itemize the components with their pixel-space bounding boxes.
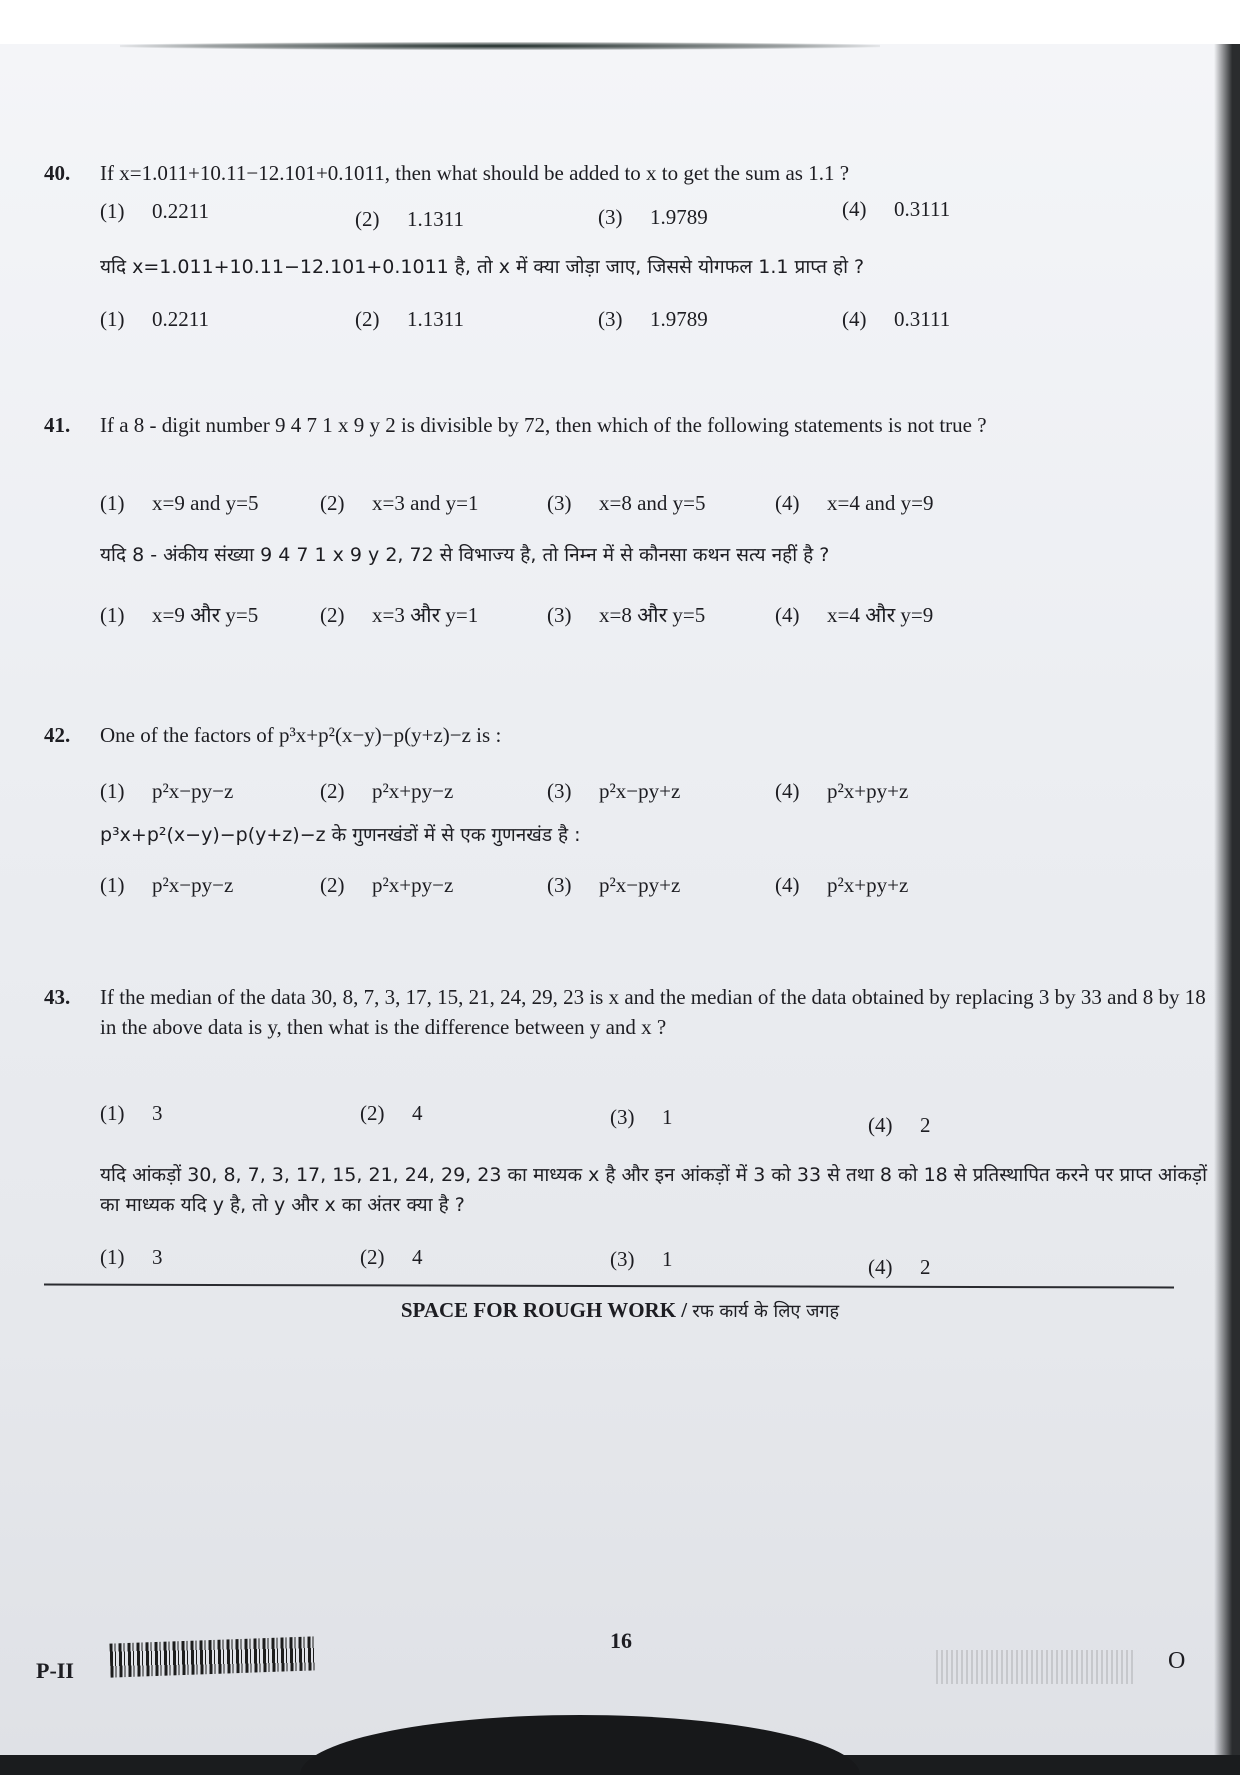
option[interactable]: (2) x=3 and y=1 xyxy=(320,491,479,515)
option[interactable]: (4) 0.3111 xyxy=(842,197,951,221)
option[interactable]: (1) x=9 और y=5 xyxy=(100,603,259,627)
option[interactable]: (1) 3 xyxy=(100,1101,163,1125)
question-text-en: If a 8 - digit number 9 4 7 1 x 9 y 2 is divisible by 72, then which of the following statements is not true ? xyxy=(100,413,987,437)
background-top xyxy=(0,0,1240,46)
option[interactable]: (2) 1.1311 xyxy=(355,307,464,331)
option[interactable]: (4) p²x+py+z xyxy=(775,779,909,803)
question-number: 42. xyxy=(44,723,71,747)
question-number: 40. xyxy=(44,161,71,185)
rough-work-label: SPACE FOR ROUGH WORK / रफ कार्य के लिए जगह xyxy=(400,1298,840,1322)
option[interactable]: (2) x=3 और y=1 xyxy=(320,603,479,627)
option[interactable]: (2) p²x+py−z xyxy=(320,779,454,803)
bleed-through-barcode xyxy=(936,1650,1136,1684)
page-number: 16 xyxy=(610,1628,632,1653)
option[interactable]: (4) 2 xyxy=(868,1113,931,1137)
question-text-hi: यदि 8 - अंकीय संख्या 9 4 7 1 x 9 y 2, 72 से विभाज्य है, तो निम्न में से कौनसा कथन सत्य नहीं है ? xyxy=(100,544,830,566)
barcode-icon xyxy=(109,1636,315,1677)
option[interactable]: (2) 1.1311 xyxy=(355,207,464,231)
option[interactable]: (1) p²x−py−z xyxy=(100,779,234,803)
option[interactable]: (1) 0.2211 xyxy=(100,307,209,331)
option[interactable]: (3) 1 xyxy=(610,1105,673,1129)
paper-code: P-II xyxy=(36,1658,74,1683)
question-text-hi: p³x+p²(x−y)−p(y+z)−z के गुणनखंडों में से एक गुणनखंड है : xyxy=(100,824,581,846)
page-right-edge xyxy=(1214,44,1240,1755)
question-text-en: If x=1.011+10.11−12.101+0.1011, then what should be added to x to get the sum as 1.1 ? xyxy=(100,161,850,185)
option[interactable]: (4) p²x+py+z xyxy=(775,873,909,897)
question-text-hi: यदि x=1.011+10.11−12.101+0.1011 है, तो x में क्या जोड़ा जाए, जिससे योगफल 1.1 प्राप्त हो ? xyxy=(100,256,865,278)
option[interactable]: (3) x=8 and y=5 xyxy=(547,491,706,515)
option[interactable]: (4) 0.3111 xyxy=(842,307,951,331)
option[interactable]: (1) 0.2211 xyxy=(100,199,209,223)
option[interactable]: (2) 4 xyxy=(360,1245,423,1269)
option[interactable]: (3) x=8 और y=5 xyxy=(547,603,706,627)
question-text-en: One of the factors of p³x+p²(x−y)−p(y+z)−z is : xyxy=(100,723,502,747)
set-code: O xyxy=(1168,1648,1186,1674)
question-number: 41. xyxy=(44,413,71,437)
option[interactable]: (3) p²x−py+z xyxy=(547,779,681,803)
question-text-en: If the median of the data 30, 8, 7, 3, 17, 15, 21, 24, 29, 23 is x and the median of the data obtained by replacing 3 by 33 and 8 by 18 in the above data is y, then what is the difference between y and x ? xyxy=(100,985,1206,1039)
option[interactable]: (3) 1 xyxy=(610,1247,673,1271)
option[interactable]: (3) p²x−py+z xyxy=(547,873,681,897)
question-number: 43. xyxy=(44,985,71,1009)
page-top-edge xyxy=(120,42,880,50)
option[interactable]: (4) 2 xyxy=(868,1255,931,1279)
option[interactable]: (4) x=4 and y=9 xyxy=(775,491,934,515)
option[interactable]: (2) p²x+py−z xyxy=(320,873,454,897)
option[interactable]: (3) 1.9789 xyxy=(598,205,708,229)
option[interactable]: (4) x=4 और y=9 xyxy=(775,603,934,627)
option[interactable]: (2) 4 xyxy=(360,1101,423,1125)
option[interactable]: (1) x=9 and y=5 xyxy=(100,491,259,515)
question-text-hi: यदि आंकड़ों 30, 8, 7, 3, 17, 15, 21, 24, 29, 23 का माध्यक x है और इन आंकड़ों में 3 को 33 से तथा 8 को 18 से प्रतिस्थापित करने पर प्राप्त आंकड़ों का माध्यक यदि y है, तो y और x का अंतर क्या है ? xyxy=(100,1164,1208,1216)
option[interactable]: (3) 1.9789 xyxy=(598,307,708,331)
option[interactable]: (1) 3 xyxy=(100,1245,163,1269)
option[interactable]: (1) p²x−py−z xyxy=(100,873,234,897)
